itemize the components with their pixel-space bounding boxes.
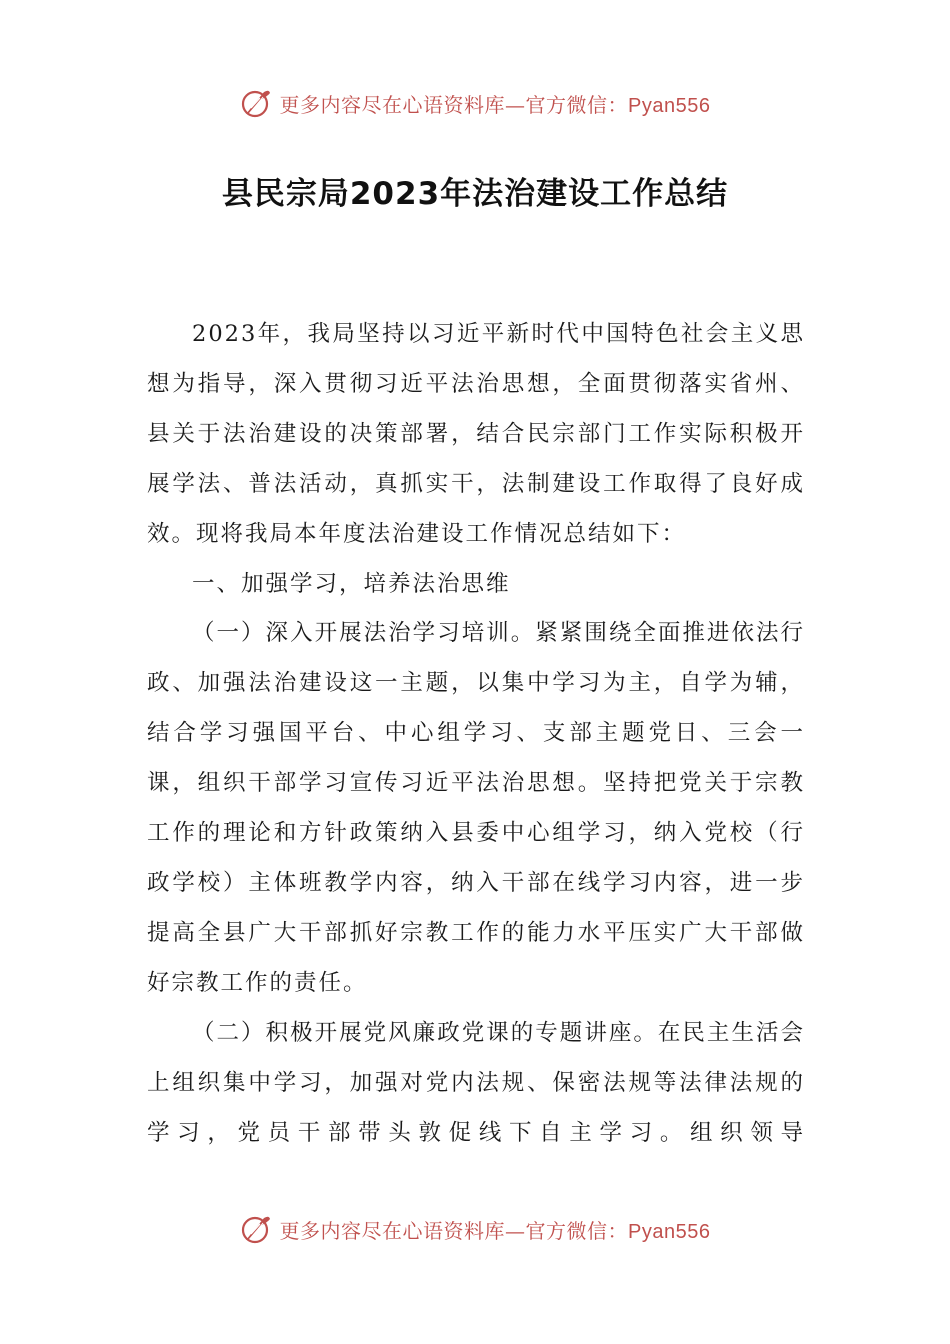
section-heading-1: 一、加强学习，培养法治思维 — [192, 570, 511, 597]
document-title: 县民宗局2023年法治建设工作总结 — [221, 176, 729, 212]
footer-watermark-banner — [0, 1209, 950, 1249]
quill-pen-circle-icon — [240, 86, 274, 120]
paragraph-1-1: （一）深入开展法治学习培训。紧紧围绕全面推进依法行政、加强法治建设这一主题，以集中学习为主，自学为辅，结合学习强国平台、中心组学习、支部主题党日、三会一课，组织干部学习宣传习近平法治思想。坚持把党关于宗教工作的理论和方针政策纳入县委中心组学习，纳入党校（行政学校）主体班教学内容，纳入干部在线学习内容，进一步提高全县广大干部抓好宗教工作的能力水平压实广大干部做好宗教工作的责任。 — [147, 620, 805, 996]
header-watermark-banner — [0, 83, 950, 123]
watermark-text: 更多内容尽在心语资料库—官方微信：Pyan556 — [279, 92, 711, 117]
paragraph-intro: 2023年，我局坚持以习近平新时代中国特色社会主义思想为指导，深入贯彻习近平法治思想，全面贯彻落实省州、县关于法治建设的决策部署，结合民宗部门工作实际积极开展学法、普法活动，真抓实干，法制建设工作取得了良好成效。现将我局本年度法治建设工作情况总结如下： — [147, 321, 805, 547]
wechat-id: Pyan556 — [628, 1220, 711, 1243]
wechat-id: Pyan556 — [628, 94, 711, 117]
document-body — [147, 310, 805, 1158]
paragraph-1-2: （二）积极开展党风廉政党课的专题讲座。在民主生活会上组织集中学习，加强对党内法规、保密法规等法律法规的学习，党员干部带头敦促线下自主学习。组织领导 — [147, 1019, 805, 1146]
watermark-text: 更多内容尽在心语资料库—官方微信：Pyan556 — [279, 1218, 711, 1243]
quill-pen-circle-icon — [240, 1212, 274, 1246]
